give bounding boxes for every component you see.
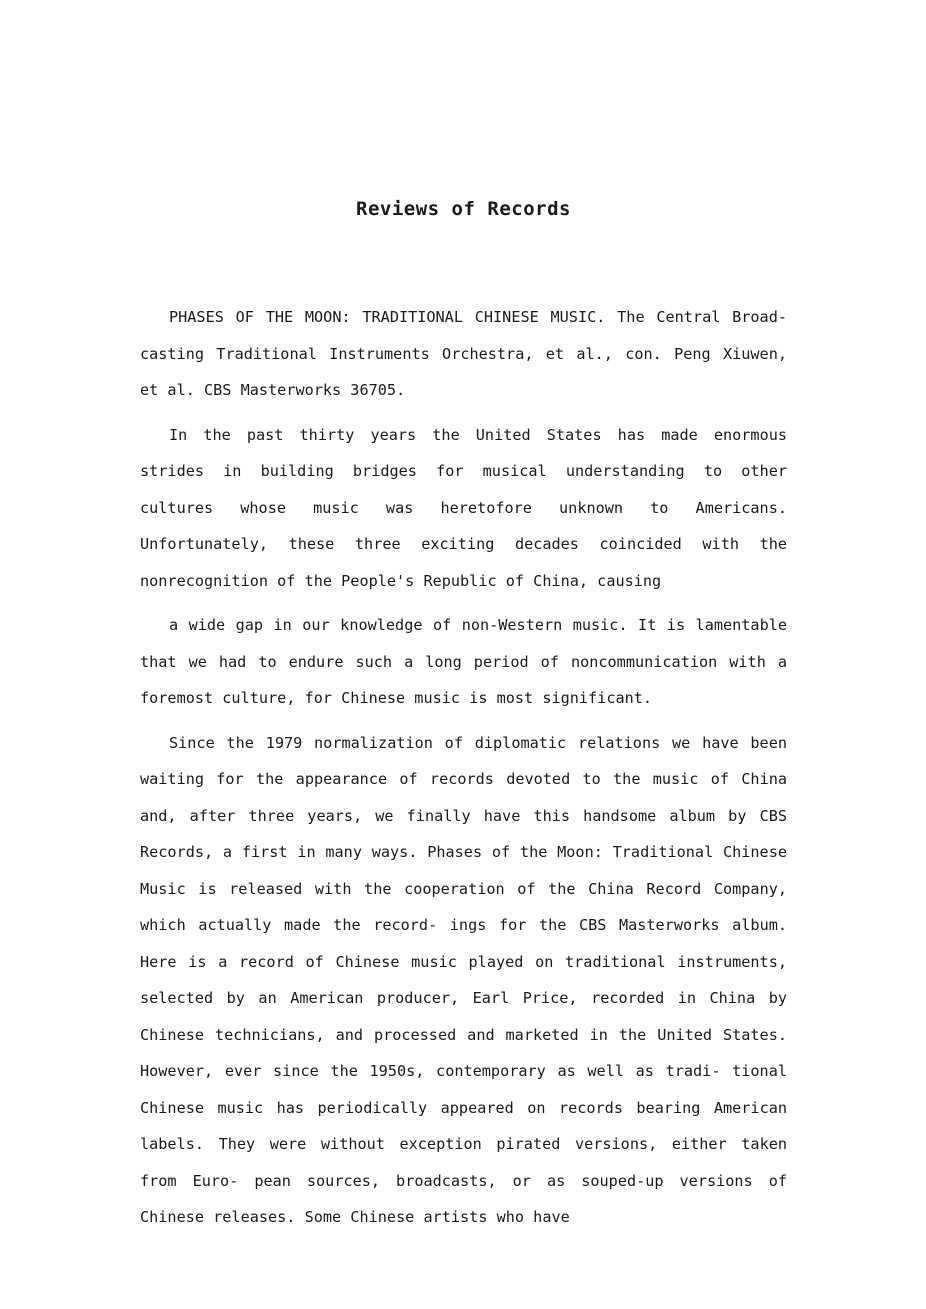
paragraph-gap: a wide gap in our knowledge of non-Western music. It is lamentable that we had to endure such a long period of noncommunication with a foremost culture, for Chinese music is most significant. xyxy=(140,616,787,707)
paragraph-record-citation: PHASES OF THE MOON: TRADITIONAL CHINESE MUSIC. The Central Broad-casting Traditional Instruments Orchestra, et al., con. Peng Xiuwen, et al. CBS Masterworks 36705. xyxy=(140,308,787,399)
page-title: Reviews of Records xyxy=(356,198,571,220)
review-body xyxy=(140,299,787,1244)
paragraph-intro: In the past thirty years the United States has made enormous strides in building bridges for musical understanding to other cultures whose music was heretofore unknown to Americans. Unfortunately, these three exciting decades coincided with the nonrecognition of the People's Republic of China, causing xyxy=(140,425,787,590)
paragraph-normalization: Since the 1979 normalization of diplomatic relations we have been waiting for the appearance of records devoted to the music of China and, after three years, we finally have this handsome album by CBS Records, a first in many ways. Phases of the Moon: Traditional Chinese Music is released with the cooperation of the China Record Company, which actually made the record- ings for the CBS Masterworks album. Here is a record of Chinese music played on traditional instruments, selected by an American producer, Earl Price, recorded in China by Chinese technicians, and processed and marketed in the United States. However, ever since the 1950s, contemporary as well as tradi- tional Chinese music has periodically appeared on records bearing American labels. They were without exception pirated versions, either taken from Euro- pean sources, broadcasts, or as souped-up versions of Chinese releases. Some Chinese artists who have xyxy=(140,733,787,1226)
